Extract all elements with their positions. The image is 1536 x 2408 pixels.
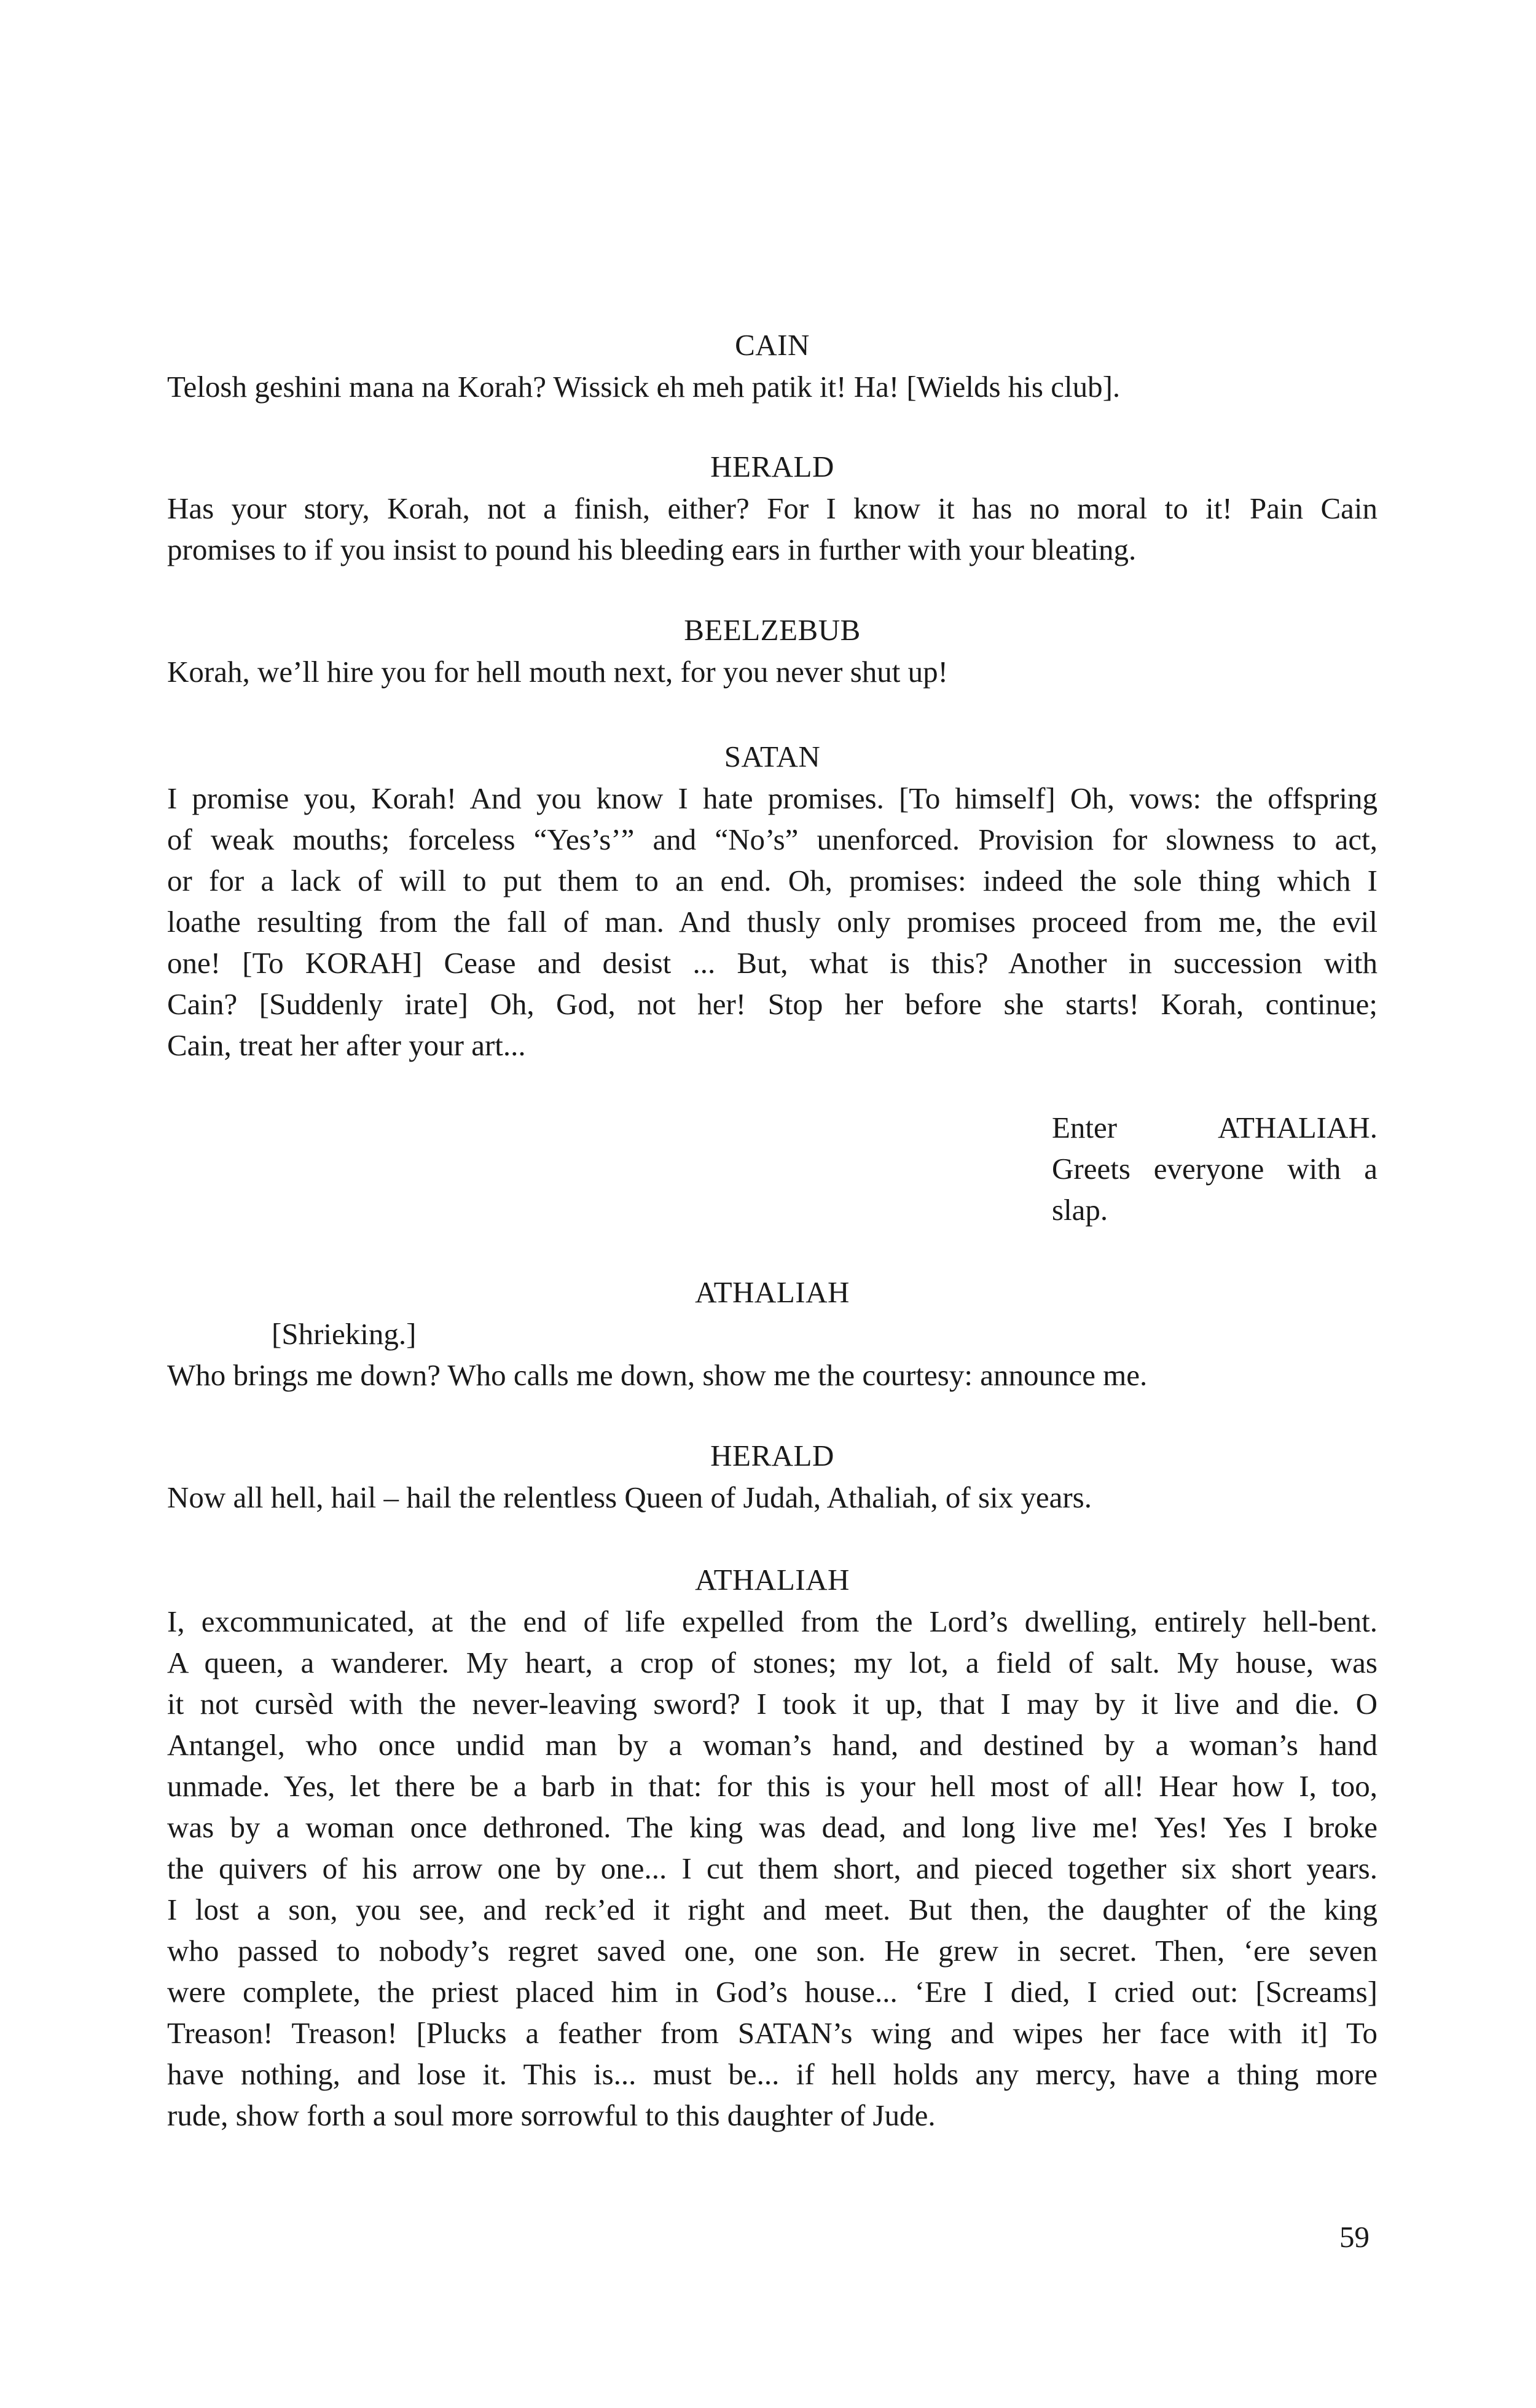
dialogue-line: loathe resulting from the fall of man. And thusly only promises proceed from me, the evil [167,905,1377,939]
speaker-name: HERALD [710,1439,834,1472]
stage-direction-line: Enter ATHALIAH. [1052,1111,1377,1144]
speech-athaliah [167,1559,1377,2136]
dialogue-line: unmade. Yes, let there be a barb in that: for this is your hell most of all! Hear how I, too, [167,1769,1377,1803]
dialogue-line: A queen, a wanderer. My heart, a crop of stones; my lot, a field of salt. My house, was [167,1646,1377,1679]
dialogue-line: Has your story, Korah, not a finish, either? For I know it has no moral to it! Pain Cain [167,491,1377,525]
dialogue-line: it not cursèd with the never-leaving sword? I took it up, that I may by it live and die. O [167,1687,1377,1721]
dialogue-line: Cain, treat her after your art... [167,1028,526,1062]
dialogue-line: Who brings me down? Who calls me down, show me the courtesy: announce me. [167,1358,1148,1392]
dialogue-line: Korah, we’ll hire you for hell mouth next, for you never shut up! [167,655,948,689]
dialogue-line: Antangel, who once undid man by a woman’s hand, and destined by a woman’s hand [167,1728,1377,1762]
speaker-name: HERALD [710,450,834,483]
dialogue-line: rude, show forth a soul more sorrowful to this daughter of Jude. [167,2098,936,2132]
dialogue-line: promises to if you insist to pound his bleeding ears in further with your bleating. [167,533,1137,566]
speech-satan [167,736,1377,1066]
dialogue-line: one! [To KORAH] Cease and desist ... But, what is this? Another in succession with [167,946,1377,980]
speaker-name: SATAN [724,740,821,773]
dialogue-line: I promise you, Korah! And you know I hate promises. [To himself] Oh, vows: the offspring [167,781,1377,815]
dialogue-line: Telosh geshini mana na Korah? Wissick eh meh patik it! Ha! [Wields his club]. [167,370,1121,404]
dialogue-line: I lost a son, you see, and reck’ed it right and meet. But then, the daughter of the king [167,1893,1377,1926]
speaker-name: ATHALIAH [695,1275,850,1309]
stage-direction-inline: [Shrieking.] [272,1317,417,1351]
speech-cain [167,324,1377,407]
dialogue-line: Now all hell, hail – hail the relentless Queen of Judah, Athaliah, of six years. [167,1480,1092,1514]
stage-direction-line: Greets everyone with a [1052,1152,1377,1186]
speech-herald [167,1435,1377,1518]
stage-direction [1052,1107,1377,1230]
dialogue-line: of weak mouths; forceless “Yes’s’” and “No’s” unenforced. Provision for slowness to act, [167,823,1377,856]
speech-athaliah [167,1272,1377,1396]
dialogue-line: the quivers of his arrow one by one... I cut them short, and pieced together six short years. [167,1851,1377,1885]
dialogue-line: were complete, the priest placed him in God’s house... ‘Ere I died, I cried out: [Screams] [167,1975,1377,2009]
dialogue-line: Cain? [Suddenly irate] Oh, God, not her! Stop her before she starts! Korah, continue; [167,987,1377,1021]
dialogue-line: Treason! Treason! [Plucks a feather from SATAN’s wing and wipes her face with it] To [167,2016,1377,2050]
dialogue-line: who passed to nobody’s regret saved one, one son. He grew in secret. Then, ‘ere seven [167,1934,1377,1968]
speaker-name: BEELZEBUB [684,613,861,647]
dialogue-line: was by a woman once dethroned. The king was dead, and long live me! Yes! Yes I broke [167,1810,1377,1844]
speech-herald [167,446,1377,570]
speaker-name: CAIN [735,328,810,362]
speech-beelzebub [167,609,1377,692]
page-number: 59 [1339,2220,1369,2254]
dialogue-line: or for a lack of will to put them to an end. Oh, promises: indeed the sole thing which I [167,864,1377,897]
dialogue-line: I, excommunicated, at the end of life expelled from the Lord’s dwelling, entirely hell-bent. [167,1605,1377,1638]
dialogue-line: have nothing, and lose it. This is... must be... if hell holds any mercy, have a thing more [167,2057,1377,2091]
speaker-name: ATHALIAH [695,1563,850,1597]
stage-direction-line: slap. [1052,1193,1108,1227]
